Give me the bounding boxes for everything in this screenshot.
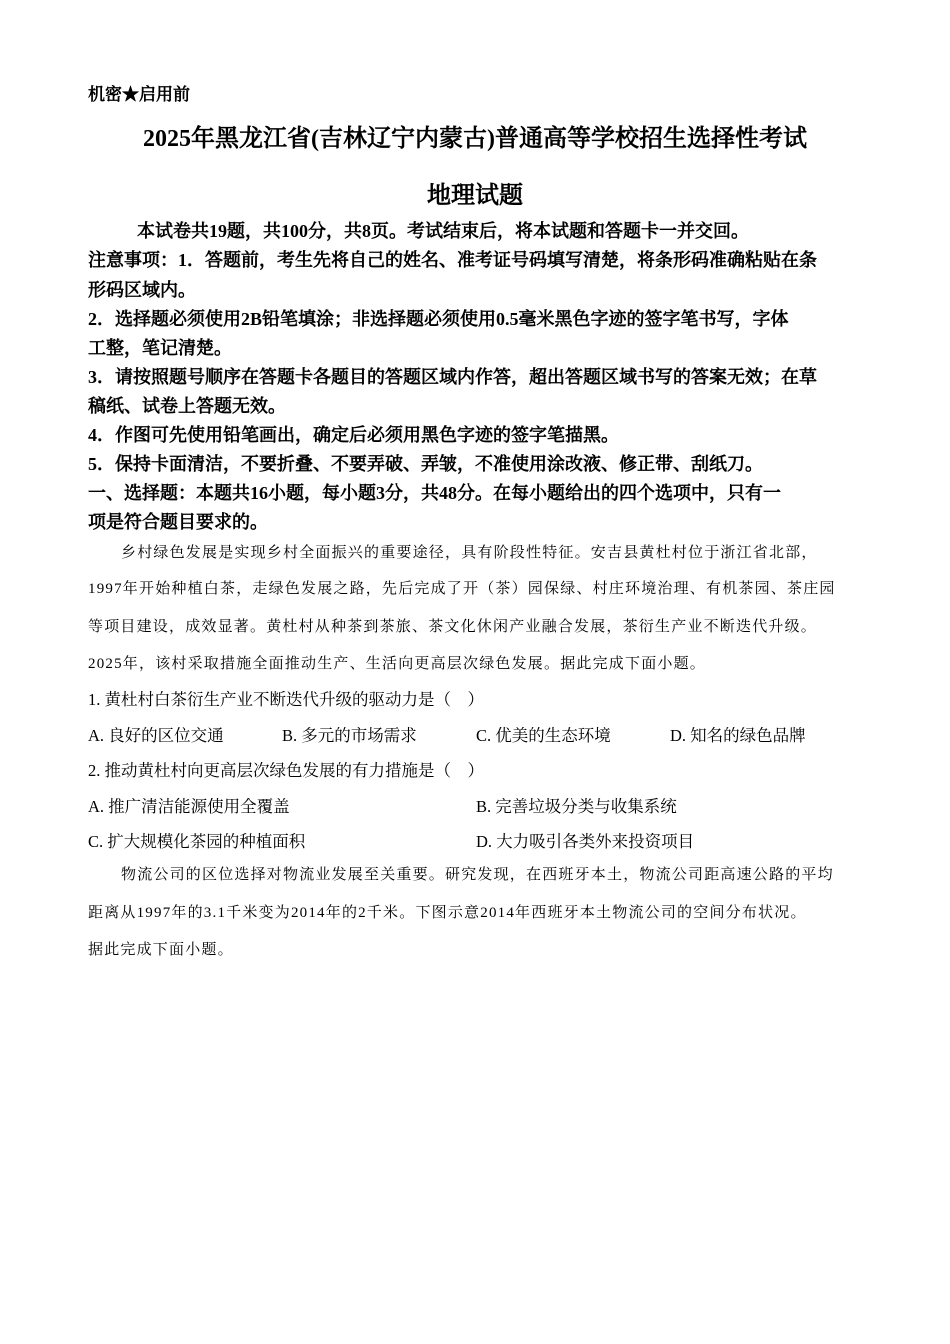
notice-item-1-line-1: 注意事项：1．答题前，考生先将自己的姓名、准考证号码填写清楚，将条形码准确粘贴在条 — [88, 250, 817, 270]
passage-2-line-2: 距离从1997年的3.1千米变为2014年的2千米。下图示意2014年西班牙本土物流公司的空间分布状况。 — [88, 905, 807, 921]
passage-1-line-2: 1997年开始种植白茶，走绿色发展之路，先后完成了开（茶）园保绿、村庄环境治理、有机茶园、茶庄园 — [88, 581, 836, 597]
exam-summary: 本试卷共19题，共100分，共8页。考试结束后，将本试题和答题卡一并交回。 — [137, 221, 749, 241]
secret-mark: 机密★启用前 — [88, 85, 190, 104]
passage-1-line-4: 2025年，该村采取措施全面推动生产、生活向更高层次绿色发展。据此完成下面小题。 — [88, 656, 707, 672]
notice-item-1-line-2: 形码区域内。 — [88, 280, 196, 300]
notice-item-3-line-2: 稿纸、试卷上答题无效。 — [88, 396, 286, 416]
passage-1-line-3: 等项目建设，成效显著。黄杜村从种茶到茶旅、茶文化休闲产业融合发展，茶衍生产业不断迭代升级。 — [88, 619, 818, 635]
exam-subtitle: 地理试题 — [427, 183, 523, 209]
question-1-option-b: B. 多元的市场需求 — [282, 726, 417, 745]
notice-item-4: 4．作图可先使用铅笔画出，确定后必须用黑色字迹的签字笔描黑。 — [88, 425, 619, 445]
notice-item-3-line-1: 3．请按照题号顺序在答题卡各题目的答题区域内作答，超出答题区域书写的答案无效；在草 — [88, 367, 817, 387]
question-2-option-b: B. 完善垃圾分类与收集系统 — [476, 797, 677, 816]
question-2-option-a: A. 推广清洁能源使用全覆盖 — [88, 797, 290, 816]
section-heading-line-2: 项是符合题目要求的。 — [88, 512, 268, 532]
question-1-option-d: D. 知名的绿色品牌 — [670, 726, 806, 745]
passage-1-line-1: 乡村绿色发展是实现乡村全面振兴的重要途径，具有阶段性特征。安吉县黄杜村位于浙江省北部， — [121, 545, 818, 561]
notice-item-5: 5．保持卡面清洁，不要折叠、不要弄破、弄皱，不准使用涂改液、修正带、刮纸刀。 — [88, 454, 763, 474]
question-1-stem: 1. 黄杜村白茶衍生产业不断迭代升级的驱动力是（ ） — [88, 690, 484, 709]
question-1-option-a: A. 良好的区位交通 — [88, 726, 224, 745]
question-2-stem: 2. 推动黄杜村向更高层次绿色发展的有力措施是（ ） — [88, 761, 484, 780]
passage-2-line-1: 物流公司的区位选择对物流业发展至关重要。研究发现，在西班牙本土，物流公司距高速公路的平均 — [121, 867, 834, 883]
section-heading-line-1: 一、选择题：本题共16小题，每小题3分，共48分。在每小题给出的四个选项中，只有一 — [88, 483, 781, 503]
notice-item-2-line-1: 2．选择题必须使用2B铅笔填涂；非选择题必须使用0.5毫米黑色字迹的签字笔书写，字体 — [88, 309, 789, 329]
notice-item-2-line-2: 工整，笔记清楚。 — [88, 338, 232, 358]
exam-title: 2025年黑龙江省(吉林辽宁内蒙古)普通高等学校招生选择性考试 — [143, 126, 807, 152]
passage-2-line-3: 据此完成下面小题。 — [88, 942, 234, 958]
question-2-option-d: D. 大力吸引各类外来投资项目 — [476, 832, 695, 851]
question-1-option-c: C. 优美的生态环境 — [476, 726, 611, 745]
question-2-option-c: C. 扩大规模化茶园的种植面积 — [88, 832, 306, 851]
